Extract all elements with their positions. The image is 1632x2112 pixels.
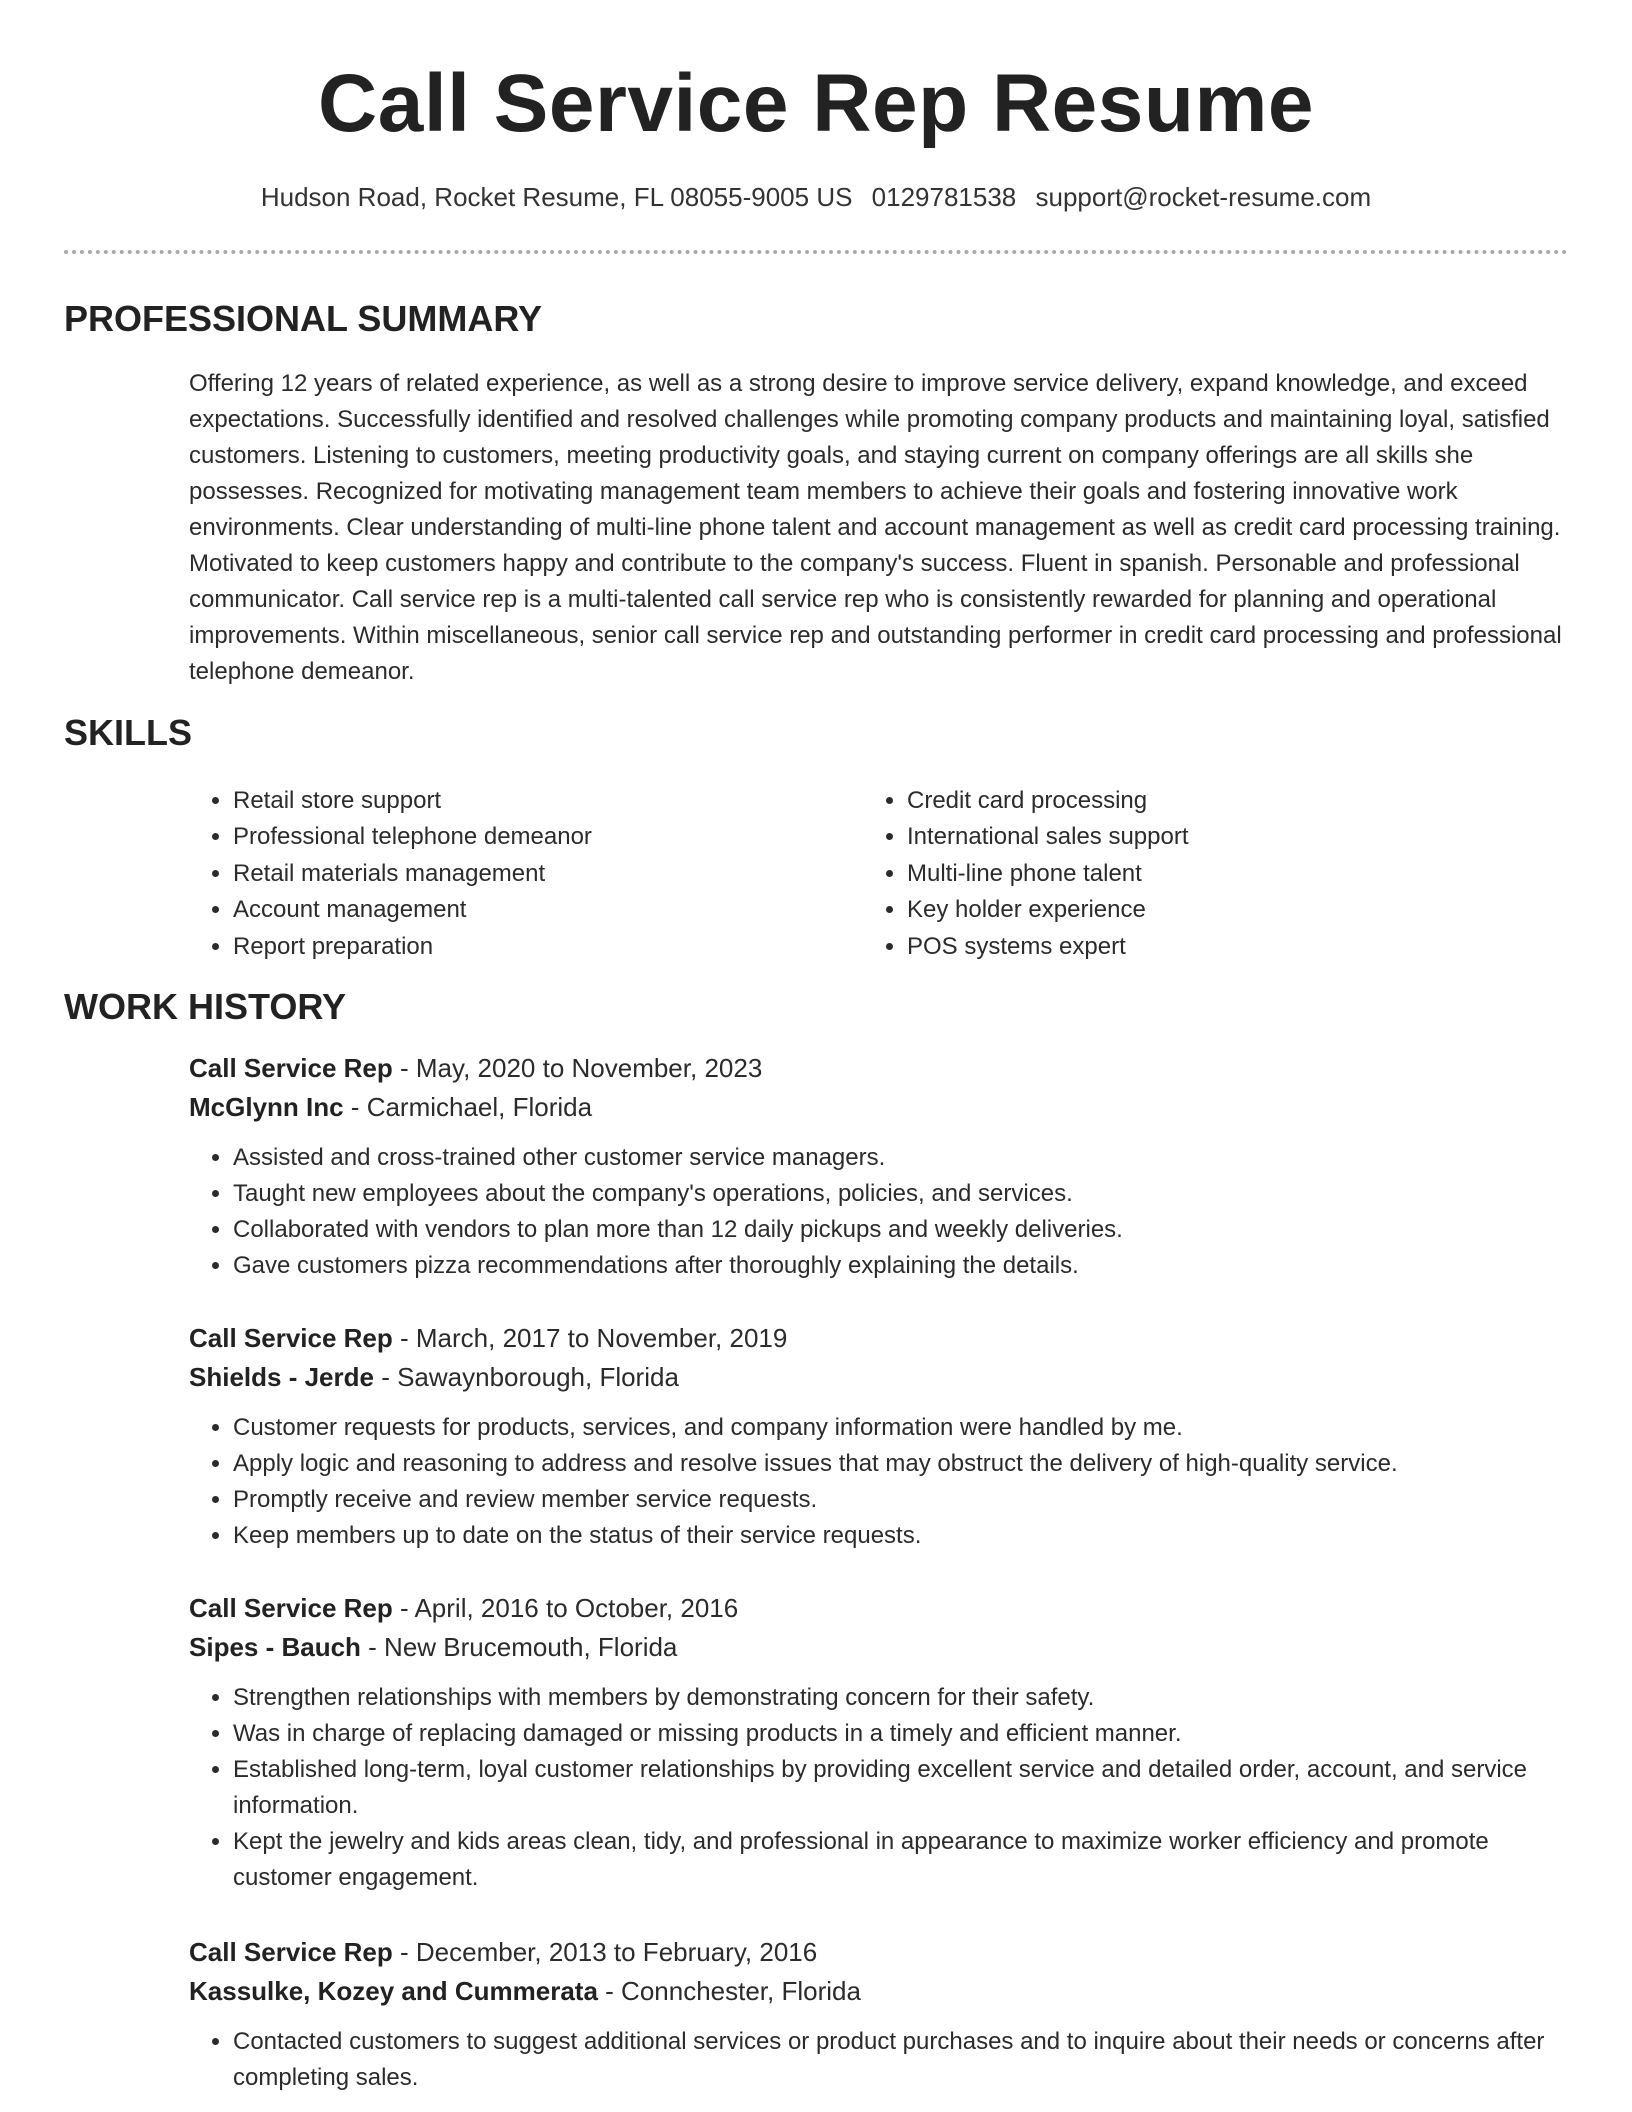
job-bullet: • Keep members up to date on the status of their service requests. bbox=[233, 1518, 1569, 1554]
job-location: Carmichael, Florida bbox=[366, 1092, 593, 1122]
job-location: New Brucemouth, Florida bbox=[384, 1632, 678, 1662]
job-company: Shields - Jerde bbox=[189, 1362, 374, 1392]
job-bullets bbox=[189, 1410, 1569, 1554]
job-title: Call Service Rep bbox=[189, 1053, 393, 1083]
job-company-line: McGlynn Inc - Carmichael, Florida bbox=[189, 1092, 593, 1122]
job-bullet: • Promptly receive and review member service requests. bbox=[233, 1482, 1569, 1518]
job-bullet: • Kept the jewelry and kids areas clean, tidy, and professional in appearance to maximize worker efficiency and promote customer engagement. bbox=[233, 1824, 1569, 1896]
job-bullet: • Strengthen relationships with members by demonstrating concern for their safety. bbox=[233, 1680, 1569, 1716]
skill-item: • POS systems expert bbox=[907, 929, 1507, 965]
skill-item: • Credit card processing bbox=[907, 783, 1507, 819]
job-bullets bbox=[189, 2024, 1569, 2096]
job-dates: March, 2017 to November, 2019 bbox=[415, 1323, 788, 1353]
skill-item: • Retail store support bbox=[233, 783, 833, 819]
job-company-line: Sipes - Bauch - New Brucemouth, Florida bbox=[189, 1632, 678, 1662]
job-company: Sipes - Bauch bbox=[189, 1632, 361, 1662]
job-title-line: Call Service Rep - December, 2013 to February, 2016 bbox=[189, 1937, 818, 1967]
job-title: Call Service Rep bbox=[189, 1593, 393, 1623]
job-dates: May, 2020 to November, 2023 bbox=[415, 1053, 763, 1083]
skill-item: • Multi-line phone talent bbox=[907, 856, 1507, 892]
job-title: Call Service Rep bbox=[189, 1323, 393, 1353]
job-bullet: • Established long-term, loyal customer relationships by providing excellent service and detailed order, account, and service information. bbox=[233, 1752, 1569, 1824]
skill-item: • International sales support bbox=[907, 819, 1507, 855]
job-title-line: Call Service Rep - May, 2020 to November, 2023 bbox=[189, 1053, 763, 1083]
job-bullet: • Apply logic and reasoning to address and resolve issues that may obstruct the delivery of high-quality service. bbox=[233, 1446, 1569, 1482]
job-bullet: • Customer requests for products, services, and company information were handled by me. bbox=[233, 1410, 1569, 1446]
skill-item: • Report preparation bbox=[233, 929, 833, 965]
section-title-skills: SKILLS bbox=[64, 712, 193, 753]
summary-text: Offering 12 years of related experience, as well as a strong desire to improve service delivery, expand knowledge, and exceed expectations. Successfully identified and resolved challenges while promoting company products and maintaining loyal, satisfied customers. Listening to customers, meeting productivity goals, and staying current on company offerings are all skills she possesses. Recognized for motivating management team members to achieve their goals and fostering innovative work environments. Clear understanding of multi-line phone talent and account management as well as credit card processing training. Motivated to keep customers happy and contribute to the company's success. Fluent in spanish. Personable and professional communicator. Call service rep is a multi-talented call service rep who is consistently rewarded for planning and operational improvements. Within miscellaneous, senior call service rep and outstanding performer in credit card processing and professional telephone demeanor. bbox=[189, 370, 1562, 685]
job-entry bbox=[189, 1590, 1569, 1896]
job-bullet: • Gave customers pizza recommendations after thoroughly explaining the details. bbox=[233, 1248, 1569, 1284]
job-company-line: Kassulke, Kozey and Cummerata - Connchester, Florida bbox=[189, 1976, 861, 2006]
job-title-line: Call Service Rep - March, 2017 to November, 2019 bbox=[189, 1323, 788, 1353]
skill-item: • Account management bbox=[233, 892, 833, 928]
contact-line bbox=[0, 180, 1632, 214]
job-title: Call Service Rep bbox=[189, 1937, 393, 1967]
job-entry bbox=[189, 1320, 1569, 1554]
skills-list-left bbox=[189, 783, 833, 965]
job-bullet: • Assisted and cross-trained other customer service managers. bbox=[233, 1140, 1569, 1176]
contact-phone: 0129781538 bbox=[871, 182, 1017, 212]
job-bullet: • Was in charge of replacing damaged or missing products in a timely and efficient manner. bbox=[233, 1716, 1569, 1752]
resume-title: Call Service Rep Resume bbox=[318, 58, 1314, 149]
job-location: Sawaynborough, Florida bbox=[397, 1362, 679, 1392]
job-dates: December, 2013 to February, 2016 bbox=[415, 1937, 818, 1967]
skills-list-right bbox=[863, 783, 1507, 965]
header-divider bbox=[64, 250, 1568, 254]
job-company-line: Shields - Jerde - Sawaynborough, Florida bbox=[189, 1362, 679, 1392]
job-bullet: • Taught new employees about the company's operations, policies, and services. bbox=[233, 1176, 1569, 1212]
job-bullet: • Contacted customers to suggest additional services or product purchases and to inquire about their needs or concerns after completing sales. bbox=[233, 2024, 1569, 2096]
skill-item: • Key holder experience bbox=[907, 892, 1507, 928]
job-company: McGlynn Inc bbox=[189, 1092, 344, 1122]
skill-item: • Professional telephone demeanor bbox=[233, 819, 833, 855]
contact-email: support@rocket-resume.com bbox=[1035, 182, 1372, 212]
skill-item: • Retail materials management bbox=[233, 856, 833, 892]
job-company: Kassulke, Kozey and Cummerata bbox=[189, 1976, 598, 2006]
job-entry bbox=[189, 1934, 1569, 2096]
job-bullet: • Collaborated with vendors to plan more than 12 daily pickups and weekly deliveries. bbox=[233, 1212, 1569, 1248]
job-dates: April, 2016 to October, 2016 bbox=[414, 1593, 739, 1623]
contact-address: Hudson Road, Rocket Resume, FL 08055-9005 US bbox=[260, 182, 853, 212]
section-title-work-history: WORK HISTORY bbox=[64, 986, 347, 1027]
job-location: Connchester, Florida bbox=[621, 1976, 861, 2006]
job-bullets bbox=[189, 1680, 1569, 1896]
job-title-line: Call Service Rep - April, 2016 to October, 2016 bbox=[189, 1593, 739, 1623]
section-title-summary: PROFESSIONAL SUMMARY bbox=[64, 298, 543, 339]
job-entry bbox=[189, 1050, 1569, 1284]
job-bullets bbox=[189, 1140, 1569, 1284]
